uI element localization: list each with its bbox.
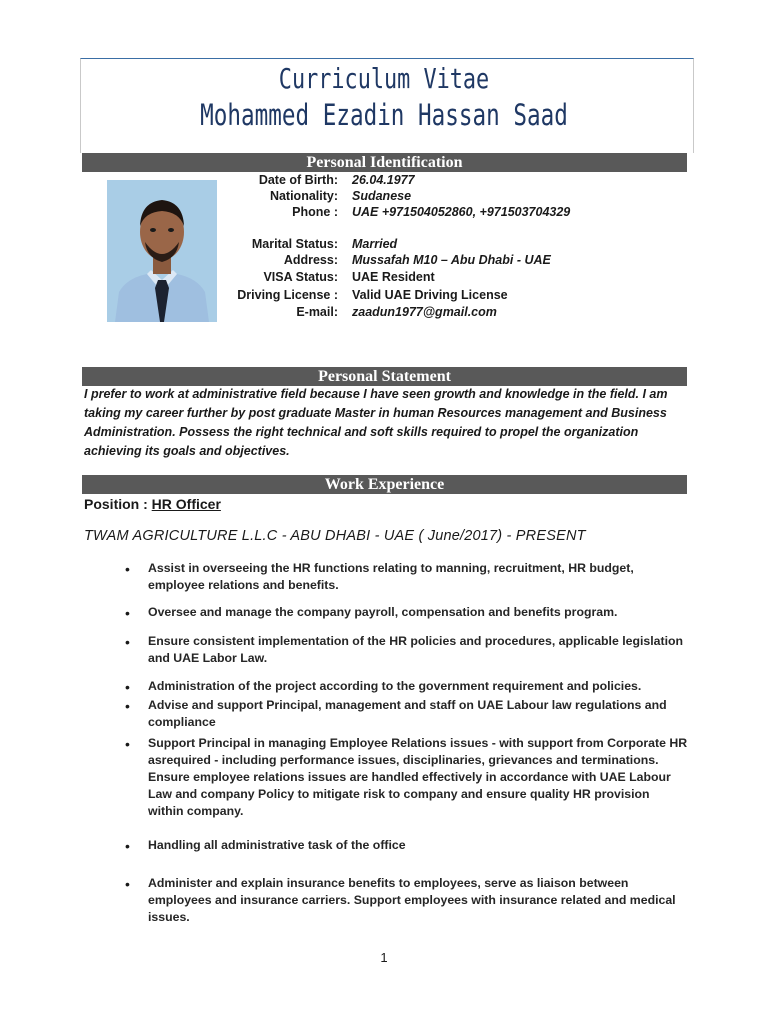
duty-item: Administer and explain insurance benefits to employees, serve as liaison between employees and insurance carriers. Support employees with insurance related and medical issues. bbox=[148, 876, 676, 924]
bullet-marker: • bbox=[125, 736, 130, 752]
duty-item: Ensure consistent implementation of the HR policies and procedures, applicable legislation and UAE Labor Law. bbox=[148, 634, 684, 665]
portrait-image bbox=[107, 180, 217, 322]
info-label: VISA Status: bbox=[263, 270, 338, 284]
duty-item: Administration of the project according to the government requirement and policies. bbox=[148, 679, 642, 693]
bullet-marker: • bbox=[125, 838, 130, 854]
info-value: 26.04.1977 bbox=[352, 173, 415, 187]
info-label: Phone : bbox=[292, 205, 338, 219]
bullet-marker: • bbox=[125, 634, 130, 650]
position-title: HR Officer bbox=[151, 496, 221, 512]
info-label: Driving License : bbox=[237, 288, 338, 302]
info-label: Nationality: bbox=[269, 189, 338, 203]
page-number: 1 bbox=[380, 950, 388, 965]
bullet-marker: • bbox=[125, 679, 130, 695]
company-line: TWAM AGRICULTURE L.L.C - ABU DHABI - UAE ( June/2017) - PRESENT bbox=[84, 528, 586, 544]
bullet-marker: • bbox=[125, 698, 130, 714]
info-value: Valid UAE Driving License bbox=[352, 288, 508, 302]
duty-item: Advise and support Principal, management and staff on UAE Labour law regulations and compliance bbox=[148, 698, 667, 729]
section-work-experience: Work Experience bbox=[82, 475, 687, 494]
personal-statement-text: I prefer to work at administrative field because I have seen growth and knowledge in the field. I am taking my career further by post graduate Master in human Resources management and Business Administration. Possess the right technical and soft skills required to propel the organization achieving its goals and objectives. bbox=[84, 387, 668, 458]
info-label: Address: bbox=[283, 253, 338, 267]
duty-item: Oversee and manage the company payroll, compensation and benefits program. bbox=[148, 605, 618, 619]
duty-item: Handling all administrative task of the office bbox=[148, 838, 406, 852]
section-personal-statement: Personal Statement bbox=[82, 367, 687, 386]
info-label: Date of Birth: bbox=[258, 173, 338, 187]
position-line bbox=[84, 496, 221, 512]
section-personal-identification: Personal Identification bbox=[82, 153, 687, 172]
bullet-marker: • bbox=[125, 561, 130, 577]
candidate-name: Mohammed Ezadin Hassan Saad bbox=[200, 98, 568, 132]
info-value: Mussafah M10 – Abu Dhabi - UAE bbox=[352, 253, 551, 267]
info-value: UAE Resident bbox=[352, 270, 435, 284]
info-value: Married bbox=[352, 237, 398, 251]
info-label: E-mail: bbox=[296, 305, 338, 319]
profile-photo bbox=[107, 180, 217, 322]
info-value: zaadun1977@gmail.com bbox=[352, 305, 497, 319]
info-value: Sudanese bbox=[352, 189, 412, 203]
bullet-marker: • bbox=[125, 605, 130, 621]
duty-item: Support Principal in managing Employee Relations issues - with support from Corporate HR asrequired - including performance issues, disciplinaries, grievances and terminations. Ensure employee relations issues are handled effectively in accordance with UAE Labour Law and company Policy to mitigate risk to company and ensure quality HR provision within company. bbox=[148, 736, 688, 818]
cv-title: Curriculum Vitae bbox=[278, 62, 490, 95]
info-value: UAE +971504052860, +971503704329 bbox=[352, 205, 571, 219]
bullet-marker: • bbox=[125, 876, 130, 892]
position-label: Position : bbox=[84, 496, 152, 512]
duty-item: Assist in overseeing the HR functions relating to manning, recruitment, HR budget, employee relations and benefits. bbox=[148, 561, 634, 592]
info-label: Marital Status: bbox=[251, 237, 338, 251]
